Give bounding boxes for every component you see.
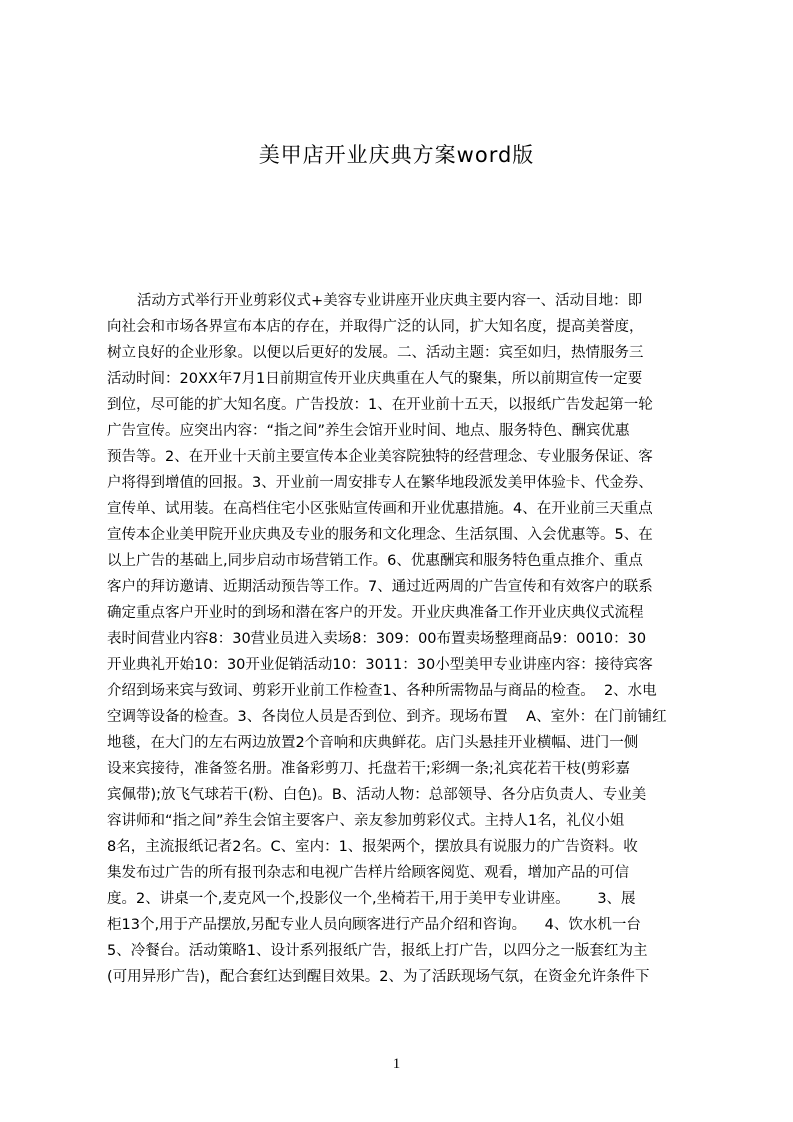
body-line: 8名，主流报纸记者2名。C、室内：1、报架两个，摆放具有说服力的广告资料。收: [107, 839, 638, 855]
body-line: 广告宣传。应突出内容：“指之间”养生会馆开业时间、地点、服务特色、酬宾优惠: [107, 423, 630, 439]
body-line: 地毯，在大门的左右两边放置2个音响和庆典鲜花。店门头悬挂开业横幅、进门一侧: [107, 735, 639, 751]
body-line: 树立良好的企业形象。以便以后更好的发展。二、活动主题：宾至如归，热情服务三: [107, 345, 644, 361]
body-line: 5、冷餐台。活动策略1、设计系列报纸广告，报纸上打广告，以四分之一版套红为主: [107, 943, 648, 959]
document-title: 美甲店开业庆典方案word版: [258, 143, 535, 167]
body-line: 介绍到场来宾与致词、剪彩开业前工作检查1、各种所需物品与商品的检查。 2、水电: [107, 683, 657, 699]
body-line: 集发布过广告的所有报刊杂志和电视广告样片给顾客阅览、观看，增加产品的可信: [107, 865, 629, 881]
body-line: 度。2、讲桌一个,麦克风一个,投影仪一个,坐椅若干,用于美甲专业讲座。 3、展: [107, 891, 636, 907]
body-line: 柜13个,用于产品摆放,另配专业人员向顾客进行产品介绍和咨询。 4、饮水机一台: [107, 917, 641, 933]
body-line: 宾佩带);放飞气球若干(粉、白色)。B、活动人物：总部领导、各分店负责人、专业美: [107, 787, 647, 803]
body-line: 开业典礼开始10：30开业促销活动10：3011：30小型美甲专业讲座内容：接待宾客: [107, 657, 653, 673]
body-line: 活动方式举行开业剪彩仪式+美容专业讲座开业庆典主要内容一、活动目地：即: [137, 293, 643, 309]
body-line: 客户的拜访邀请、近期活动预告等工作。7、通过近两周的广告宣传和有效客户的联系: [107, 579, 653, 595]
body-line: 确定重点客户开业时的到场和潜在客户的开发。开业庆典准备工作开业庆典仪式流程: [107, 605, 644, 621]
body-line: (可用异形广告)，配合套红达到醒目效果。2、为了活跃现场气氛，在资金允许条件下: [107, 969, 650, 985]
body-line: 以上广告的基础上,同步启动市场营销工作。6、优惠酬宾和服务特色重点推介、重点: [107, 553, 643, 569]
body-line: 设来宾接待，准备签名册。准备彩剪刀、托盘若干;彩绸一条;礼宾花若干枝(剪彩嘉: [107, 761, 630, 777]
body-line: 容讲师和“指之间”养生会馆主要客户、亲友参加剪彩仪式。主持人1名，礼仪小姐: [107, 813, 625, 829]
body-line: 到位，尽可能的扩大知名度。广告投放：1、在开业前十五天，以报纸广告发起第一轮: [107, 397, 653, 413]
body-line: 活动时间：20XX年7月1日前期宣传开业庆典重在人气的聚集，所以前期宣传一定要: [107, 371, 643, 387]
document-body: [107, 288, 697, 990]
body-line: 向社会和市场各界宣布本店的存在，并取得广泛的认同，扩大知名度，提高美誉度，: [107, 319, 644, 335]
body-line: 表时间营业内容8：30营业员进入卖场8：309：00布置卖场整理商品9：0010：30: [107, 631, 647, 647]
body-line: 宣传本企业美甲院开业庆典及专业的服务和文化理念、生活氛围、入会优惠等。5、在: [107, 527, 653, 543]
page-number: 1: [392, 1056, 401, 1072]
body-line: 宣传单、试用装。在高档住宅小区张贴宣传画和开业优惠措施。4、在开业前三天重点: [107, 501, 653, 517]
body-line: 空调等设备的检查。3、各岗位人员是否到位、到齐。现场布置 A、室外：在门前铺红: [107, 709, 667, 725]
body-line: 户将得到增值的回报。3、开业前一周安排专人在繁华地段派发美甲体验卡、代金券、: [107, 475, 653, 491]
body-line: 预告等。2、在开业十天前主要宣传本企业美容院独特的经营理念、专业服务保证、客: [107, 449, 653, 465]
